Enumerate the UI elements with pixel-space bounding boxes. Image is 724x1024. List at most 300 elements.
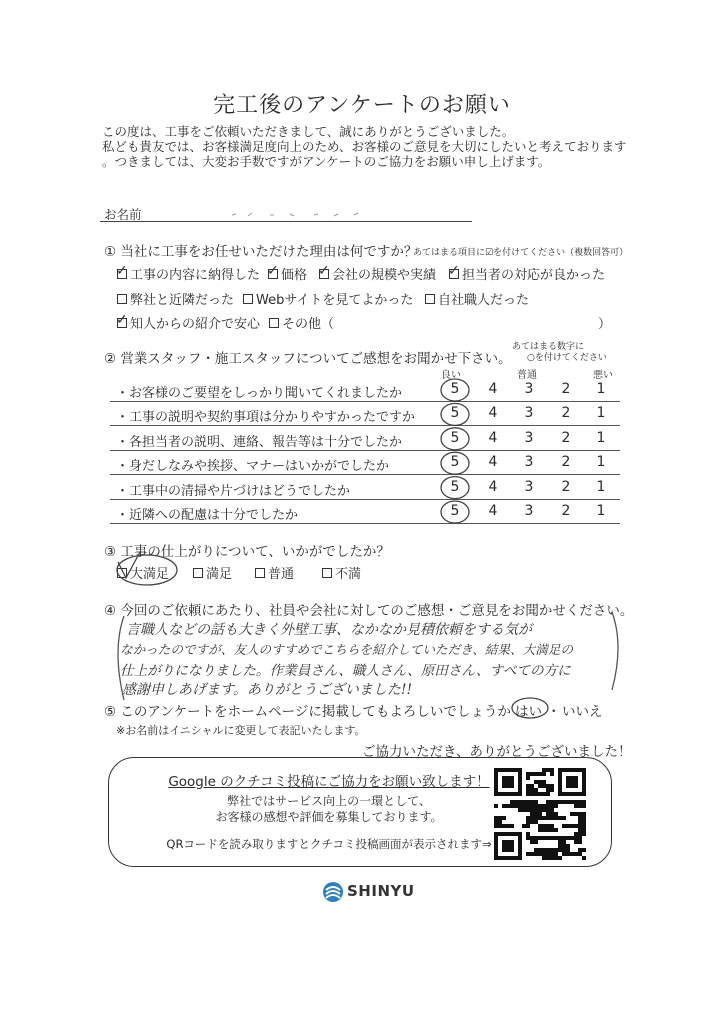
qr-module [530, 816, 534, 820]
qr-module [578, 820, 582, 824]
qr-module [542, 804, 546, 808]
scale-label-average: 普通 [517, 370, 537, 381]
qr-module [546, 792, 550, 796]
qr-module [542, 792, 546, 796]
qr-module [554, 852, 558, 856]
qr-module [530, 800, 534, 804]
q4-comment-area[interactable] [118, 614, 618, 700]
qr-instruction: QRコードを読み取りますとクチコミ投稿画面が表示されます⇒ [166, 837, 492, 851]
qr-module [578, 828, 582, 832]
qr-module [562, 800, 566, 804]
rating-option-5[interactable]: 5 [450, 478, 460, 495]
qr-module [526, 792, 530, 796]
thanks-text: ご協力いただき、ありがとうございました！ [362, 744, 632, 760]
rating-option-1[interactable]: 1 [596, 381, 606, 397]
rating-option-2[interactable]: 2 [561, 381, 571, 397]
scale-label-good: 良い [441, 370, 461, 381]
q3-option-dissatisfied[interactable] [322, 563, 361, 582]
qr-module [526, 820, 530, 824]
qr-module [538, 772, 542, 776]
rating-option-1[interactable]: 1 [596, 429, 606, 446]
rating-option-5[interactable]: 5 [450, 405, 460, 422]
qr-module [550, 788, 554, 792]
handwritten-line: なかったのですが、友人のすすめでこちらを紹介していただき、結果、大満足の [120, 642, 573, 657]
qr-module [542, 856, 546, 860]
option-label: 大満足 [130, 567, 170, 582]
qr-module [562, 836, 566, 840]
option-label: Webサイトを見てよかった [256, 293, 414, 308]
rating-option-4[interactable]: 4 [488, 503, 498, 519]
check-mark-icon: ✓ [116, 262, 128, 279]
qr-module [494, 816, 498, 820]
qr-module [542, 848, 546, 852]
rating-question: ・お客様のご要望をしっかり聞いてくれましたか [116, 386, 403, 401]
name-line [100, 221, 472, 222]
q1-note: あてはまる項目に☑を付けてください（複数回答可） [413, 248, 629, 258]
option-label: 自社職人だった [438, 293, 530, 308]
option-label: 工事の内容に納得した [130, 268, 261, 283]
q3-option-very-satisfied[interactable] [117, 563, 169, 582]
qr-module [570, 812, 574, 816]
qr-finder-core [502, 776, 514, 788]
q2-question: ② 営業スタッフ・施工スタッフについてご感想をお聞かせ下さい。 [104, 351, 512, 367]
q1-option-own-craftsmen[interactable] [425, 289, 529, 308]
q1-option-content[interactable] [117, 264, 260, 283]
checkbox[interactable] [117, 568, 127, 578]
qr-module [550, 812, 554, 816]
qr-module [546, 816, 550, 820]
rating-option-2[interactable]: 2 [561, 405, 571, 422]
qr-module [530, 812, 534, 816]
rating-option-1[interactable]: 1 [596, 405, 606, 422]
rating-option-5[interactable]: 5 [450, 381, 460, 397]
qr-module [554, 800, 558, 804]
q5-note: ※お名前はイニシャルに変更して表記いたします。 [116, 724, 366, 737]
rating-question: ・工事中の清掃や片づけはどうでしたか [116, 483, 351, 499]
rating-question: ・近隣への配慮は十分でしたか [116, 508, 299, 523]
check-mark-icon: ✓ [448, 262, 460, 279]
qr-module [578, 848, 582, 852]
qr-module [526, 808, 530, 812]
qr-module [522, 804, 526, 808]
qr-module [534, 772, 538, 776]
rating-option-5[interactable]: 5 [450, 454, 460, 471]
qr-module [526, 816, 530, 820]
qr-module [526, 784, 530, 788]
checkbox[interactable] [117, 294, 127, 304]
option-label: 普通 [268, 567, 295, 582]
q1-option-company-scale[interactable] [319, 264, 436, 283]
checkbox[interactable] [243, 294, 253, 304]
qr-module [534, 780, 538, 784]
qr-code-icon[interactable] [494, 768, 586, 860]
qr-module [558, 836, 562, 840]
qr-module [534, 816, 538, 820]
qr-module [546, 788, 550, 792]
qr-module [538, 836, 542, 840]
qr-module [526, 776, 530, 780]
qr-module [526, 772, 530, 776]
qr-module [522, 824, 526, 828]
qr-module [538, 816, 542, 820]
intro-text [102, 124, 642, 169]
q5-separator: ・ [547, 704, 561, 720]
option-label: 会社の規模や実績 [332, 268, 437, 283]
checkbox[interactable] [318, 262, 330, 279]
qr-module [526, 800, 530, 804]
qr-module [546, 800, 550, 804]
qr-module [550, 808, 554, 812]
q1-option-staff-response[interactable] [449, 264, 605, 283]
qr-module [538, 780, 542, 784]
row-divider [110, 499, 620, 500]
qr-module [534, 836, 538, 840]
qr-module [578, 824, 582, 828]
qr-module [562, 824, 566, 828]
qr-module [558, 856, 562, 860]
q1-other-close: ） [598, 317, 612, 332]
qr-module [550, 784, 554, 788]
qr-module [526, 852, 530, 856]
qr-module [570, 824, 574, 828]
qr-module [534, 812, 538, 816]
qr-module [574, 836, 578, 840]
qr-module [530, 784, 534, 788]
qr-module [542, 816, 546, 820]
rating-question: ・各担当者の説明、連絡、報告等は十分でしたか [116, 434, 403, 450]
qr-module [566, 848, 570, 852]
qr-module [534, 808, 538, 812]
rating-question: ・身だしなみや挨拶、マナーはいかがでしたか [116, 459, 390, 475]
intro-line: 私ども貴友では、お客様満足度向上のため、お客様のご意見を大切にしたいと考えております [102, 139, 627, 154]
qr-module [538, 792, 542, 796]
google-line: お客様の感想や評価を募集しております。 [215, 810, 443, 824]
scale-label-bad: 悪い [593, 370, 613, 381]
rating-option-4[interactable]: 4 [488, 478, 498, 495]
qr-module [558, 844, 562, 848]
qr-module [530, 836, 534, 840]
qr-module [538, 808, 542, 812]
qr-module [526, 824, 530, 828]
shinyu-logo-icon [322, 881, 344, 903]
rating-option-1[interactable]: 1 [596, 454, 606, 471]
qr-module [522, 800, 526, 804]
qr-module [558, 848, 562, 852]
qr-module [542, 828, 546, 832]
q2-note: あてはまる数字に [512, 342, 585, 352]
qr-module [546, 856, 550, 860]
rating-option-3[interactable]: 3 [524, 381, 534, 397]
qr-module [578, 816, 582, 820]
qr-module [542, 772, 546, 776]
qr-module [538, 804, 542, 808]
qr-module [566, 852, 570, 856]
qr-module [562, 852, 566, 856]
qr-module [578, 836, 582, 840]
qr-module [494, 820, 498, 824]
qr-module [526, 836, 530, 840]
rating-option-1[interactable]: 1 [596, 478, 606, 495]
q1-option-nearby[interactable] [117, 289, 234, 308]
qr-module [518, 800, 522, 804]
q1-option-website[interactable] [243, 289, 413, 308]
intro-line: 。つきましては、大変お手数ですがアンケートのご協力をお願い申し上げます。 [102, 154, 551, 169]
row-divider [110, 523, 620, 524]
qr-module [530, 840, 534, 844]
qr-module [550, 856, 554, 860]
q3-option-satisfied[interactable] [193, 563, 232, 582]
checkbox[interactable] [116, 262, 128, 279]
checkbox[interactable] [322, 568, 332, 578]
qr-module [558, 840, 562, 844]
qr-module [542, 836, 546, 840]
rating-option-4[interactable]: 4 [488, 405, 498, 422]
option-label: 弊社と近隣だった [130, 293, 235, 308]
qr-module [570, 836, 574, 840]
qr-module [498, 816, 502, 820]
qr-module [534, 848, 538, 852]
qr-module [582, 804, 586, 808]
qr-module [574, 804, 578, 808]
qr-module [526, 804, 530, 808]
row-divider [110, 425, 620, 426]
qr-module [582, 832, 586, 836]
qr-module [562, 816, 566, 820]
q1-option-referral[interactable] [117, 313, 260, 332]
qr-module [574, 852, 578, 856]
q3-question: ③ 工事の仕上がりについて、いかがでしたか？ [104, 544, 390, 560]
qr-module [554, 812, 558, 816]
qr-module [542, 808, 546, 812]
qr-module [550, 768, 554, 772]
qr-module [534, 840, 538, 844]
row-divider [110, 474, 620, 475]
handwritten-line: 仕上がりになりました。作業員さん、職人さん、原田さん、すべての方に [120, 663, 571, 679]
qr-module [546, 768, 550, 772]
qr-module [546, 812, 550, 816]
intro-line: この度は、工事をご依頼いただきまして、誠にありがとうございました。 [102, 124, 515, 139]
option-label: 満足 [206, 567, 233, 582]
qr-module [546, 784, 550, 788]
qr-module [538, 824, 542, 828]
q1-question: ① 当社に工事をお任せいただけた理由は何ですか？ [104, 244, 418, 260]
qr-module [570, 800, 574, 804]
qr-module [530, 808, 534, 812]
rating-option-4[interactable]: 4 [488, 381, 498, 397]
qr-module [518, 804, 522, 808]
qr-module [494, 824, 498, 828]
checkbox[interactable] [448, 262, 460, 279]
check-mark-icon: ✓ [267, 262, 279, 279]
qr-module [530, 804, 534, 808]
qr-module [518, 808, 522, 812]
qr-module [554, 856, 558, 860]
qr-module [510, 824, 514, 828]
rating-option-3[interactable]: 3 [524, 503, 534, 519]
qr-module [566, 824, 570, 828]
qr-module [554, 848, 558, 852]
checkbox[interactable] [267, 262, 279, 279]
qr-module [550, 828, 554, 832]
rating-option-5[interactable]: 5 [450, 503, 460, 519]
qr-module [578, 812, 582, 816]
qr-module [574, 824, 578, 828]
row-divider [110, 450, 620, 451]
q1-option-other[interactable] [269, 313, 334, 332]
qr-finder-core [566, 776, 578, 788]
qr-module [550, 816, 554, 820]
q5-no[interactable]: いいえ [562, 704, 603, 720]
name-label: お名前 [104, 207, 142, 222]
rating-option-2[interactable]: 2 [561, 503, 571, 519]
qr-module [582, 856, 586, 860]
q1-option-price[interactable] [268, 264, 307, 283]
qr-module [550, 804, 554, 808]
google-line: 弊社ではサービス向上の一環として、 [227, 794, 431, 808]
rating-option-5[interactable]: 5 [450, 429, 460, 446]
option-label: 不満 [335, 567, 362, 582]
qr-module [574, 832, 578, 836]
qr-module [574, 840, 578, 844]
qr-module [546, 804, 550, 808]
qr-module [574, 800, 578, 804]
rating-option-3[interactable]: 3 [524, 429, 534, 446]
qr-module [542, 780, 546, 784]
check-mark-icon: ✓ [318, 262, 330, 279]
qr-module [582, 816, 586, 820]
rating-option-2[interactable]: 2 [561, 478, 571, 495]
qr-module [582, 820, 586, 824]
qr-module [538, 784, 542, 788]
qr-module [530, 820, 534, 824]
qr-module [582, 848, 586, 852]
qr-module [550, 848, 554, 852]
qr-finder-core [502, 840, 514, 852]
qr-module [582, 812, 586, 816]
qr-module [578, 804, 582, 808]
qr-module [566, 836, 570, 840]
option-label: 知人からの紹介で安心 [130, 317, 261, 332]
qr-module [534, 800, 538, 804]
checkbox[interactable] [193, 568, 203, 578]
option-label: 担当者の対応が良かった [462, 268, 606, 283]
qr-module [502, 824, 506, 828]
qr-module [542, 852, 546, 856]
qr-module [534, 820, 538, 824]
rating-question: ・工事の説明や契約事項は分かりやすかったですか [116, 410, 416, 426]
qr-module [578, 852, 582, 856]
qr-module [530, 852, 534, 856]
qr-module [550, 800, 554, 804]
qr-module [550, 824, 554, 828]
q5-question: ⑤ このアンケートをホームページに掲載してもよろしいでしょうか [104, 704, 511, 720]
qr-module [570, 852, 574, 856]
q3-option-average[interactable] [255, 563, 294, 582]
rating-option-3[interactable]: 3 [524, 454, 534, 471]
qr-module [542, 824, 546, 828]
name-redacted-scribble [230, 210, 370, 218]
qr-module [558, 816, 562, 820]
rating-option-4[interactable]: 4 [488, 429, 498, 446]
qr-module [550, 852, 554, 856]
rating-option-3[interactable]: 3 [524, 478, 534, 495]
qr-module [574, 812, 578, 816]
qr-module [530, 792, 534, 796]
rating-option-1[interactable]: 1 [596, 503, 606, 519]
qr-module [582, 824, 586, 828]
qr-module [546, 848, 550, 852]
qr-module [578, 800, 582, 804]
qr-module [494, 804, 498, 808]
qr-module [550, 772, 554, 776]
checkbox[interactable] [116, 311, 128, 328]
qr-module [550, 836, 554, 840]
qr-module [498, 820, 502, 824]
qr-module [562, 848, 566, 852]
qr-module [506, 804, 510, 808]
page-title: 完工後のアンケートのお願い [213, 93, 511, 118]
qr-module [526, 788, 530, 792]
option-label: その他（ [282, 317, 335, 332]
qr-module [514, 800, 518, 804]
qr-module [498, 824, 502, 828]
rating-option-2[interactable]: 2 [561, 429, 571, 446]
qr-module [530, 772, 534, 776]
qr-module [546, 852, 550, 856]
rating-option-3[interactable]: 3 [524, 405, 534, 422]
handwritten-line: 感謝申しあげます。ありがとうございました!! [122, 682, 413, 698]
q5-yes[interactable]: はい [515, 704, 542, 720]
qr-module [558, 800, 562, 804]
qr-module [502, 816, 506, 820]
qr-module [538, 852, 542, 856]
qr-module [506, 824, 510, 828]
qr-module [538, 812, 542, 816]
qr-module [514, 804, 518, 808]
row-divider [110, 401, 620, 402]
qr-module [554, 804, 558, 808]
q4-question: ④ 今回のご依頼にあたり、社員や会社に対してのご感想・ご意見をお聞かせください。 [104, 603, 634, 619]
qr-module [562, 844, 566, 848]
qr-module [530, 788, 534, 792]
qr-module [538, 848, 542, 852]
rating-option-4[interactable]: 4 [488, 454, 498, 471]
q2-note: ○を付けてください [527, 353, 607, 363]
check-mark-icon: ✓ [116, 311, 128, 328]
qr-module [510, 804, 514, 808]
qr-module [534, 788, 538, 792]
qr-module [546, 808, 550, 812]
qr-module [546, 828, 550, 832]
qr-module [534, 852, 538, 856]
handwritten-line: 言職人などの話も大きく外壁工事、なかなか見積依頼をする気が [126, 622, 532, 638]
qr-module [566, 800, 570, 804]
logo-name: SHINYU [347, 882, 415, 900]
rating-option-2[interactable]: 2 [561, 454, 571, 471]
qr-module [510, 800, 514, 804]
qr-module [554, 816, 558, 820]
qr-module [542, 768, 546, 772]
checkbox[interactable] [269, 318, 279, 328]
qr-module [534, 792, 538, 796]
qr-module [542, 784, 546, 788]
checkbox[interactable] [425, 294, 435, 304]
qr-module [554, 828, 558, 832]
checkbox[interactable] [255, 568, 265, 578]
qr-module [534, 804, 538, 808]
qr-module [566, 844, 570, 848]
option-label: 価格 [281, 268, 308, 283]
